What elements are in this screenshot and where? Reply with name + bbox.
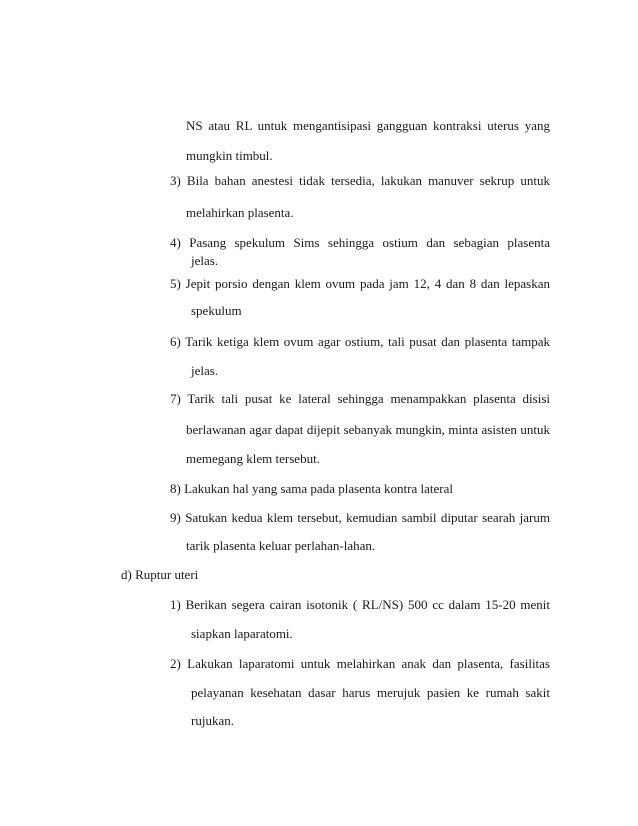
text-line: jelas. xyxy=(191,253,219,268)
text-line: 5) Jepit porsio dengan klem ovum pada jam 12, 4 dan 8 dan lepaskan xyxy=(170,276,550,291)
text-line: siapkan laparatomi. xyxy=(191,626,293,641)
text-line: 2) Lakukan laparatomi untuk melahirkan anak dan plasenta, fasilitas xyxy=(170,656,550,671)
text-line: 6) Tarik ketiga klem ovum agar ostium, tali pusat dan plasenta tampak xyxy=(170,334,550,349)
text-line: 7) Tarik tali pusat ke lateral sehingga menampakkan plasenta disisi xyxy=(170,391,550,406)
text-line: spekulum xyxy=(191,303,242,318)
text-line: 3) Bila bahan anestesi tidak tersedia, lakukan manuver sekrup untuk xyxy=(170,173,550,188)
text-line: 9) Satukan kedua klem tersebut, kemudian sambil diputar searah jarum xyxy=(170,510,550,525)
text-line: tarik plasenta keluar perlahan-lahan. xyxy=(186,538,376,553)
text-line: 4) Pasang spekulum Sims sehingga ostium dan sebagian plasenta xyxy=(170,235,550,250)
text-line: mungkin timbul. xyxy=(186,148,273,163)
section-heading: d) Ruptur uteri xyxy=(121,567,199,582)
text-line: 1) Berikan segera cairan isotonik ( RL/NS) 500 cc dalam 15-20 menit xyxy=(170,597,550,612)
text-line: pelayanan kesehatan dasar harus merujuk pasien ke rumah sakit xyxy=(191,685,550,700)
text-line: NS atau RL untuk mengantisipasi gangguan kontraksi uterus yang xyxy=(186,118,550,133)
text-line: 8) Lakukan hal yang sama pada plasenta kontra lateral xyxy=(170,481,453,496)
text-line: berlawanan agar dapat dijepit sebanyak mungkin, minta asisten untuk xyxy=(186,422,550,437)
text-line: melahirkan plasenta. xyxy=(186,205,294,220)
text-line: rujukan. xyxy=(191,713,234,728)
text-line: memegang klem tersebut. xyxy=(186,451,320,466)
text-line: jelas. xyxy=(191,363,219,378)
